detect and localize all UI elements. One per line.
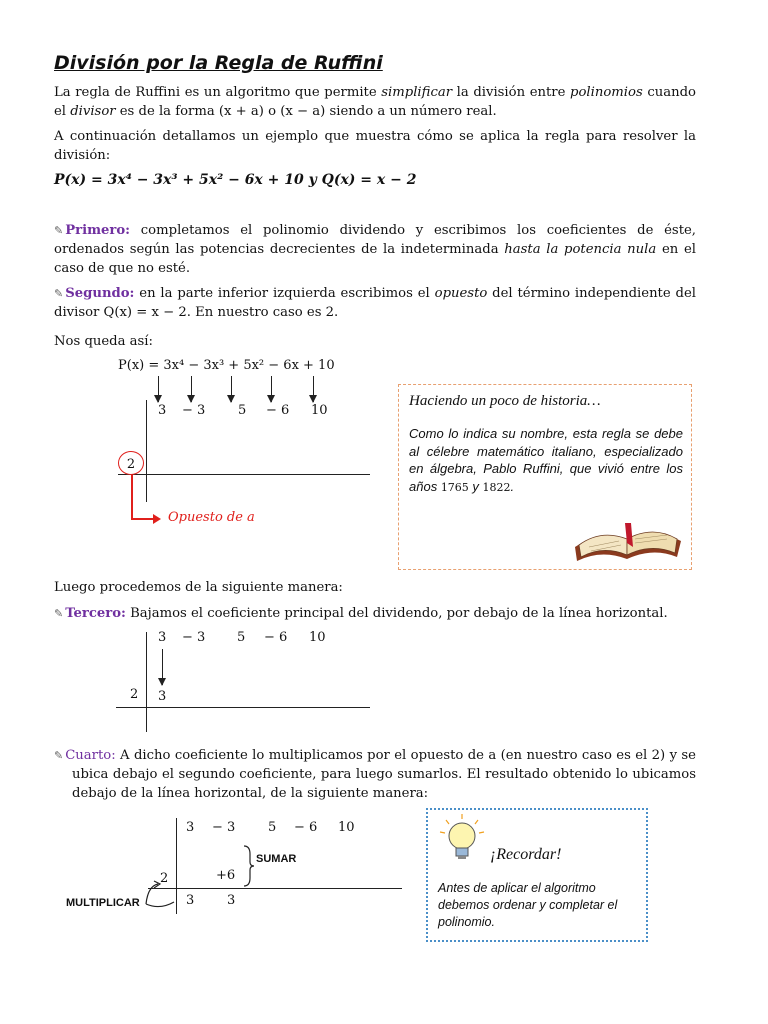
step-label: Segundo: xyxy=(65,286,135,301)
coefficient: 3 xyxy=(158,630,167,645)
intro-emphasis: divisor xyxy=(70,104,116,119)
remember-heading: ¡Recordar! xyxy=(490,846,562,863)
intro-text: es de la forma (x + a) o (x − a) siendo a un número real. xyxy=(115,104,497,119)
remember-text: Antes de aplicar el algoritmo debemos ordenar y completar el polinomio. xyxy=(438,881,618,929)
horizontal-line xyxy=(118,474,370,475)
curved-arrow-icon xyxy=(140,880,180,910)
step-emphasis: hasta la potencia nula xyxy=(504,242,657,257)
polynomial-expression: P(x) = 3x⁴ − 3x³ + 5x² − 6x + 10 xyxy=(118,358,335,373)
intro-text: La regla de Ruffini es un algoritmo que permite xyxy=(54,85,382,100)
step-emphasis: opuesto xyxy=(434,286,488,301)
coefficient: 10 xyxy=(311,403,328,418)
intro-emphasis: simplificar xyxy=(381,85,452,100)
luego-text: Luego procedemos de la siguiente manera: xyxy=(54,580,343,595)
year-start: 1765 xyxy=(440,480,469,494)
history-body: y xyxy=(468,478,483,494)
step-cuarto xyxy=(54,746,696,803)
step-label: Tercero: xyxy=(65,606,126,621)
history-body: Como lo indica su nombre, esta regla se debe al célebre matemático italiano, especializado en álgebra, Pablo Ruffini, que vivió entre los años xyxy=(409,426,683,494)
pencil-icon: ✎ xyxy=(54,287,64,300)
year-end: 1822 xyxy=(482,480,511,494)
coefficient: 5 xyxy=(268,820,277,835)
pencil-icon: ✎ xyxy=(54,607,64,620)
result-value: 3 xyxy=(227,893,236,908)
step-label: Cuarto: xyxy=(65,748,116,763)
step-label: Primero: xyxy=(65,223,131,238)
divisor-value: 2 xyxy=(130,687,139,702)
brace-icon xyxy=(242,844,256,888)
coefficient: − 3 xyxy=(182,630,206,645)
vertical-line xyxy=(146,632,147,732)
product-value: +6 xyxy=(216,868,236,883)
red-arrow-icon xyxy=(153,514,161,524)
pencil-icon: ✎ xyxy=(54,749,64,762)
remember-box xyxy=(426,808,648,942)
horizontal-line xyxy=(116,707,370,708)
arrow-down-icon xyxy=(191,376,192,402)
coefficient: − 3 xyxy=(212,820,236,835)
red-connector xyxy=(131,475,133,519)
step-text: en el caso de que no esté. xyxy=(54,242,696,276)
intro-paragraph xyxy=(54,83,696,121)
intro-paragraph-2: A continuación detallamos un ejemplo que muestra cómo se aplica la regla para resolver la división: xyxy=(54,129,696,163)
coefficient: 5 xyxy=(238,403,247,418)
vertical-line xyxy=(146,400,147,502)
result-value: 3 xyxy=(158,689,167,704)
coefficient: 3 xyxy=(186,820,195,835)
history-text xyxy=(409,425,683,496)
history-heading: Haciendo un poco de historia… xyxy=(409,393,601,409)
step-text: del término independiente del divisor Q(x) = x − 2. En nuestro caso es 2. xyxy=(54,286,696,320)
result-value: 3 xyxy=(186,893,195,908)
coefficient: − 6 xyxy=(294,820,318,835)
arrow-down-icon xyxy=(313,376,314,402)
nos-queda-text: Nos queda así: xyxy=(54,334,153,349)
coefficient: 3 xyxy=(158,403,167,418)
sumar-label: SUMAR xyxy=(256,853,297,865)
history-box xyxy=(398,384,692,570)
step-primero xyxy=(54,221,696,278)
opuesto-label: Opuesto de a xyxy=(168,510,255,525)
intro-emphasis: polinomios xyxy=(570,85,643,100)
coefficient: − 3 xyxy=(182,403,206,418)
arrow-down-icon xyxy=(162,649,163,685)
coefficient: − 6 xyxy=(266,403,290,418)
intro-text: cuando el xyxy=(54,85,696,119)
lightbulb-icon xyxy=(436,814,488,864)
step-text: completamos el polinomio dividendo y escribimos los coeficientes de éste, ordenados según las potencias decrecientes de la indeterminada xyxy=(54,223,696,257)
divisor-value: 2 xyxy=(160,871,169,886)
arrow-down-icon xyxy=(271,376,272,402)
coefficient: 10 xyxy=(338,820,355,835)
step-text: A dicho coeficiente lo multiplicamos por el opuesto de a (en nuestro caso es el 2) y se ubica debajo el segundo coeficiente, para luego sumarlos. El resultado obtenido lo ubicamos debajo de la línea horizontal, de la siguiente manera: xyxy=(72,748,696,801)
divisor-circle xyxy=(118,451,144,475)
arrow-down-icon xyxy=(158,376,159,402)
red-connector xyxy=(131,518,155,520)
history-body: . xyxy=(510,478,515,494)
pencil-icon: ✎ xyxy=(54,224,64,237)
step-segundo xyxy=(54,284,696,322)
page-title: División por la Regla de Ruffini xyxy=(54,52,383,74)
divisor-value: 2 xyxy=(126,457,136,472)
arrow-down-icon xyxy=(231,376,232,402)
coefficient: 5 xyxy=(237,630,246,645)
step-text: en la parte inferior izquierda escribimos el xyxy=(134,286,435,301)
coefficient: 10 xyxy=(309,630,326,645)
horizontal-line xyxy=(148,888,402,889)
division-formula: P(x) = 3x⁴ − 3x³ + 5x² − 6x + 10 y Q(x) = x − 2 xyxy=(54,172,417,188)
step-text: Bajamos el coeficiente principal del dividendo, por debajo de la línea horizontal. xyxy=(125,606,668,621)
intro-text: la división entre xyxy=(452,85,571,100)
multiplicar-label: MULTIPLICAR xyxy=(66,897,140,909)
open-book-icon xyxy=(569,517,687,567)
step-tercero xyxy=(54,604,696,623)
coefficient: − 6 xyxy=(264,630,288,645)
